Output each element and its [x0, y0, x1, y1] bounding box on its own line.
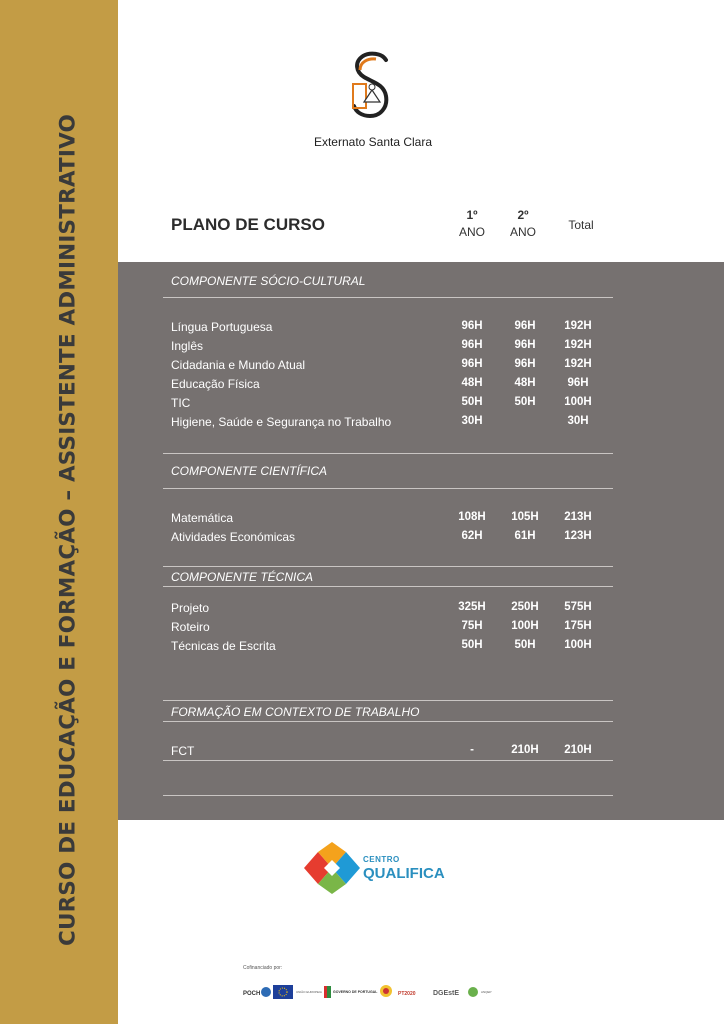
hours-year2: 105H: [511, 511, 539, 523]
col-header-year1-label: ANO: [458, 225, 485, 239]
pt2020-logo: PT2020: [398, 991, 416, 997]
subject-name: TIC: [171, 396, 191, 410]
course-title: CURSO DE EDUCAÇÃO E FORMAÇÃO – ASSISTENTE ADMINISTRATIVO: [55, 113, 81, 947]
subject-name: Cidadania e Mundo Atual: [171, 358, 306, 372]
school-logo: [350, 50, 396, 122]
hours-total: 192H: [564, 320, 592, 332]
col-header-year2: [498, 207, 548, 241]
eu-logo: UNIÃO EUROPEIA: [296, 990, 322, 994]
hours-year1: 96H: [461, 358, 483, 370]
hours-year1: 325H: [458, 601, 486, 613]
table-row: [0, 358, 724, 377]
hours-total: 30H: [567, 415, 589, 427]
subject-name: Matemática: [171, 511, 234, 525]
anqep-logo: ANQEP: [481, 990, 492, 994]
table-row: [0, 620, 724, 639]
hours-total: 123H: [564, 530, 592, 542]
divider: [163, 488, 613, 489]
hours-total: 175H: [564, 620, 592, 632]
hours-year1: -: [470, 744, 474, 756]
divider: [163, 453, 613, 454]
divider: [163, 586, 613, 587]
table-row: [0, 320, 724, 339]
hours-year2: 50H: [514, 396, 536, 408]
col-header-year2-label: ANO: [509, 225, 536, 239]
hours-total: 96H: [567, 377, 589, 389]
hours-total: 192H: [564, 358, 592, 370]
divider: [163, 566, 613, 567]
hours-year1: 75H: [461, 620, 483, 632]
subject-name: Técnicas de Escrita: [171, 639, 276, 653]
section-title: FORMAÇÃO EM CONTEXTO DE TRABALHO: [171, 705, 420, 719]
divider: [163, 721, 613, 722]
hours-year2: 50H: [514, 639, 536, 651]
section-title: COMPONENTE SÓCIO-CULTURAL: [171, 274, 366, 288]
hours-year2: 96H: [514, 339, 536, 351]
dgeste-logo: DGEstE: [433, 990, 460, 997]
school-name: Externato Santa Clara: [313, 135, 433, 149]
hours-total: 575H: [564, 601, 592, 613]
table-row: [0, 639, 724, 658]
hours-year1: 50H: [461, 639, 483, 651]
hours-total: 213H: [564, 511, 592, 523]
hours-year1: 30H: [461, 415, 483, 427]
cofinanced-label: Cofinanciado por:: [243, 965, 283, 971]
hours-total: 100H: [564, 396, 592, 408]
subject-name: Projeto: [171, 601, 210, 615]
hours-year2: 100H: [511, 620, 539, 632]
subject-name: Inglês: [171, 339, 204, 353]
poch-logo: POCH: [243, 991, 261, 997]
hours-year1: 108H: [458, 511, 486, 523]
hours-year1: 50H: [461, 396, 483, 408]
plan-title: PLANO DE CURSO: [171, 215, 325, 234]
subject-name: Roteiro: [171, 620, 210, 634]
hours-year2: 210H: [511, 744, 539, 756]
subject-name: Educação Física: [171, 377, 260, 391]
qualifica-mark-icon: [304, 842, 364, 894]
table-row: [0, 415, 724, 434]
hours-year2: 250H: [511, 601, 539, 613]
section-title: COMPONENTE CIENTÍFICA: [171, 464, 328, 478]
hours-year1: 62H: [461, 530, 483, 542]
hours-total: 210H: [564, 744, 592, 756]
subject-name: Atividades Económicas: [171, 530, 296, 544]
col-header-year1: [447, 207, 497, 241]
col-header-year2-num: 2º: [517, 208, 529, 222]
hours-year2: 61H: [514, 530, 536, 542]
section-title: COMPONENTE TÉCNICA: [171, 570, 314, 584]
subject-name: FCT: [171, 744, 195, 758]
table-row: [0, 601, 724, 620]
table-row: [0, 511, 724, 530]
hours-year2: 96H: [514, 358, 536, 370]
table-row: [0, 396, 724, 415]
subject-name: Língua Portuguesa: [171, 320, 273, 334]
governo-logo: GOVERNO DE PORTUGAL: [333, 990, 378, 994]
table-row: [0, 530, 724, 549]
divider: [163, 795, 613, 796]
hours-year2: 96H: [514, 320, 536, 332]
eu-flag-icon: [273, 985, 293, 999]
col-header-total: [556, 217, 606, 234]
table-row: [0, 377, 724, 396]
hours-year1: 96H: [461, 339, 483, 351]
table-row: [0, 339, 724, 358]
hours-total: 192H: [564, 339, 592, 351]
hours-year1: 48H: [461, 377, 483, 389]
col-header-total-label: Total: [568, 218, 594, 232]
hours-year2: 48H: [514, 377, 536, 389]
col-header-year1-num: 1º: [466, 208, 478, 222]
centro-label: CENTRO: [363, 855, 400, 864]
divider: [163, 700, 613, 701]
qualifica-label: QUALIFICA: [363, 865, 445, 882]
divider: [163, 760, 613, 761]
subject-name: Higiene, Saúde e Segurança no Trabalho: [171, 415, 392, 429]
hours-total: 100H: [564, 639, 592, 651]
centro-qualifica-logo: [304, 842, 444, 894]
partner-logos: [243, 982, 513, 1002]
divider: [163, 297, 613, 298]
hours-year1: 96H: [461, 320, 483, 332]
